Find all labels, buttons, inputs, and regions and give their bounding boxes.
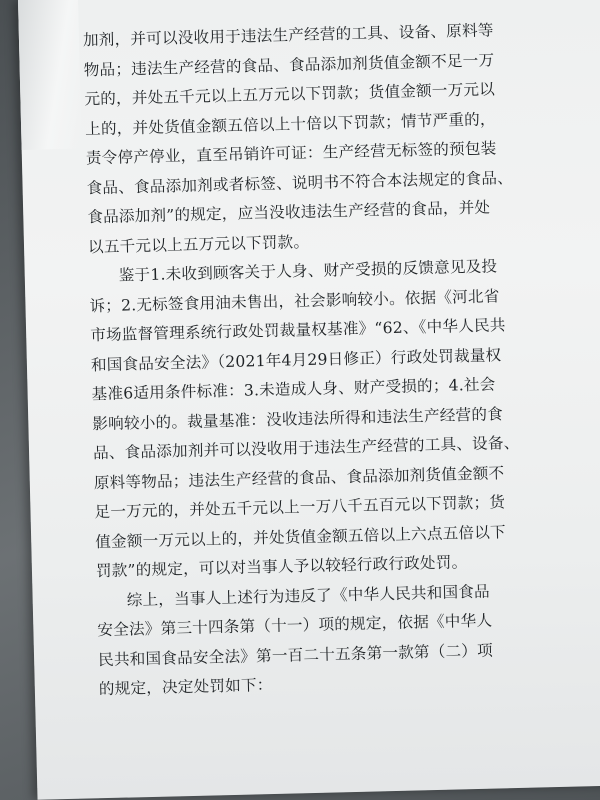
text-line: 品、食品添加剂并可以没收用于违法生产经营的工具、设备、 (92, 433, 520, 463)
text-line: 的规定，决定处罚如下： (98, 675, 273, 699)
text-line: 安全法》第三十四条第（十一）项的规定，依据《中华人 (97, 611, 493, 640)
text-line: 足一万元的，并处五千元以上一万八千五百元以下罚款；货 (94, 493, 506, 522)
text-line: 市场监督管理系统行政处罚裁量权基准》“62、《中华人民共 (89, 316, 506, 345)
paragraph-mitigation (88, 251, 566, 587)
text-line: 和国食品安全法》（2021年4月29日修正）行政处罚裁量权 (90, 345, 502, 374)
text-line: 综上，当事人上述行为违反了《中华人民共和国食品 (126, 582, 491, 610)
text-line: 鉴于1.未收到顾客关于人身、财产受损的反馈意见及投 (118, 257, 498, 285)
document-body (83, 15, 569, 705)
text-line: 上的，并处货值金额五倍以上十倍以下罚款；情节严重的， (84, 109, 496, 138)
text-line: 诉；2.无标签食用油未售出，社会影响较小。依据《河北省 (89, 286, 500, 315)
text-line: 责令停产停业，直至吊销许可证：生产经营无标签的预包装 (85, 139, 497, 168)
paragraph-penalty-clause (83, 15, 559, 262)
text-line: 食品、食品添加剂或者标签、说明书不符合本法规定的食品、 (86, 168, 514, 197)
text-line: 原料等物品；违法生产经营的食品、食品添加剂货值金额不 (93, 463, 505, 492)
text-line: 食品添加剂”的规定，应当没收违法生产经营的食品，并处 (87, 198, 491, 227)
text-line: 元的，并处五千元以上五万元以下罚款；货值金额一万元以 (84, 80, 496, 109)
text-line: 加剂，并可以没收用于违法生产经营的工具、设备、原料等 (82, 21, 494, 50)
text-line: 物品；违法生产经营的食品、食品添加剂货值金额不足一万 (83, 50, 495, 79)
paper-fold-shadow (18, 0, 82, 150)
text-line: 以五千元以上五万元以下罚款。 (87, 232, 310, 256)
paper-sheet (18, 0, 600, 800)
text-line: 民共和国食品安全法》第一百二十五条第一款第（二）项 (97, 641, 494, 669)
text-line: 值金额一万元以上的，并处货值金额五倍以上六点五倍以下 (95, 522, 506, 551)
paragraph-conclusion (96, 575, 569, 704)
text-line: 罚款”的规定，可以对当事人予以较轻行政行政处罚。 (95, 553, 468, 581)
text-line: 影响较小的。裁量基准：没收违法所得和违法生产经营的食 (92, 404, 504, 433)
text-line: 基准6适用条件标准：3.未造成人身、财产受损的；4.社会 (91, 375, 496, 404)
